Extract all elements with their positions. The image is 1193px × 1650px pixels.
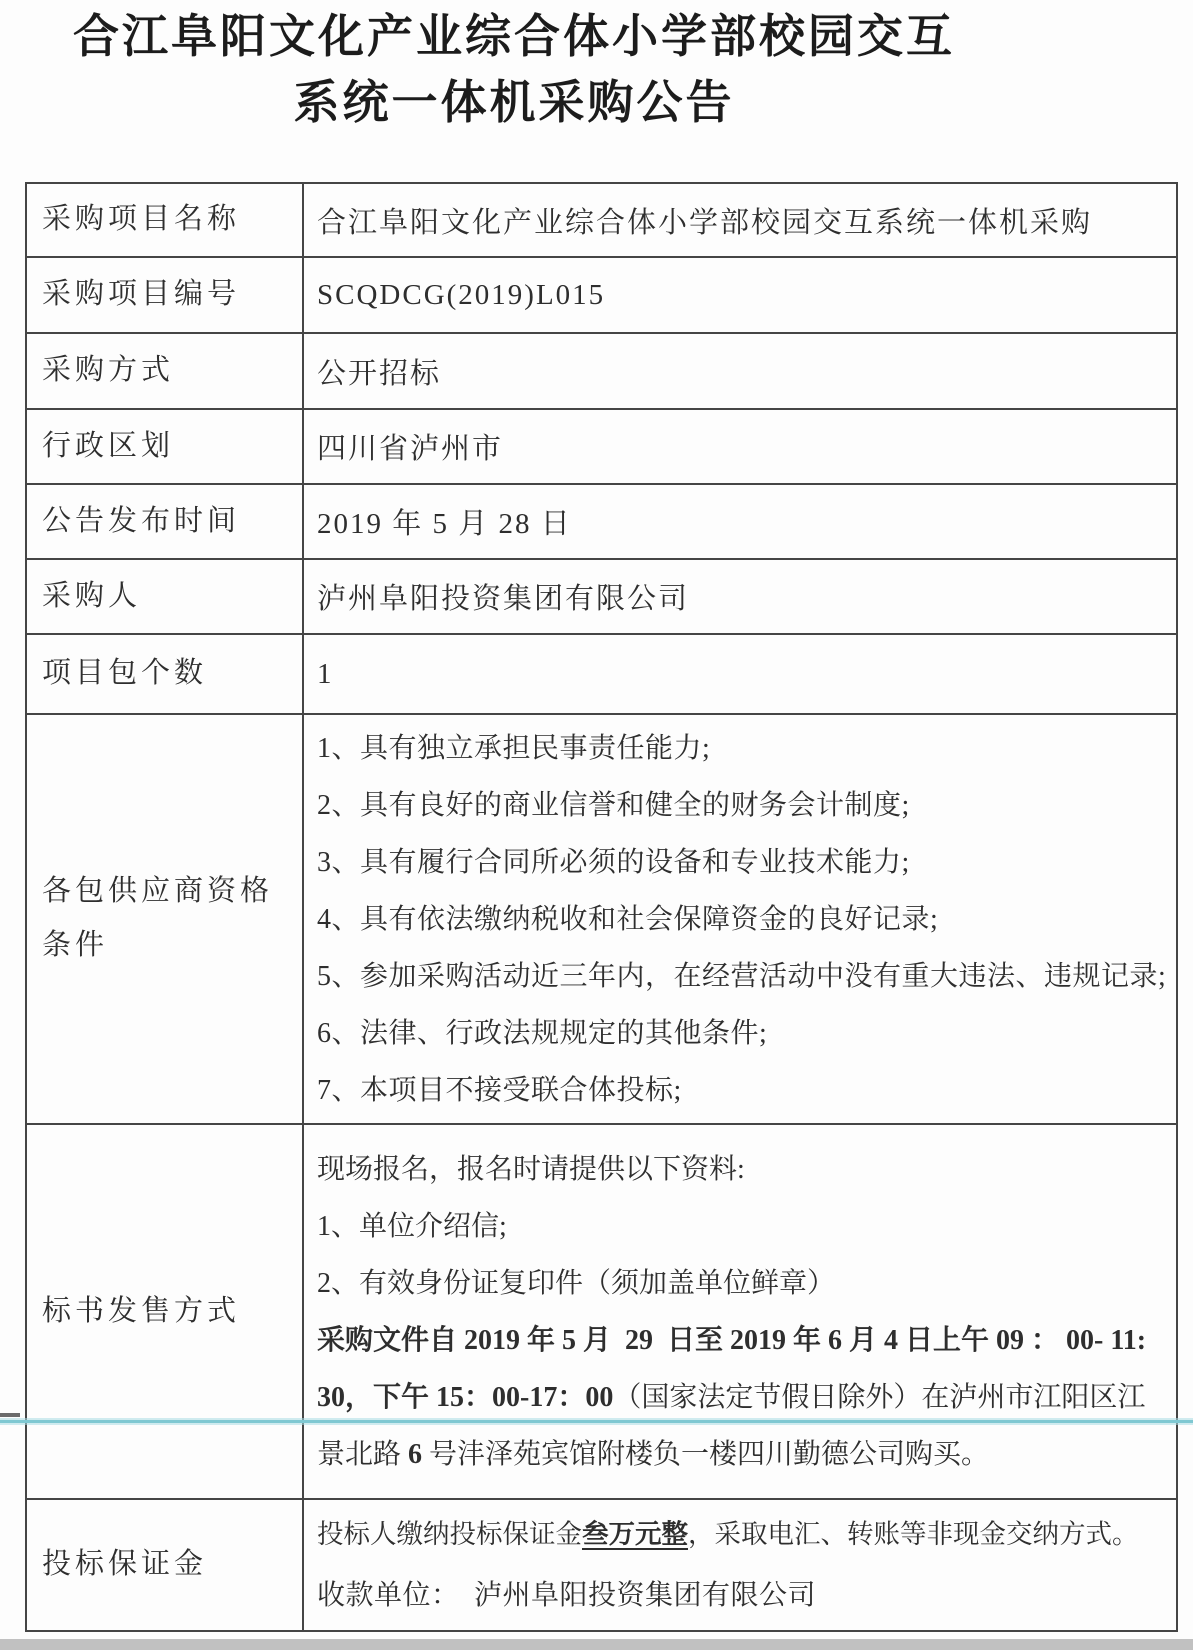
text-line	[317, 1426, 1175, 1483]
page-title-line1: 合江阜阳文化产业综合体小学部校园交互	[73, 11, 955, 62]
row-label: 行政区划	[26, 409, 303, 484]
row-label: 公告发布时间	[26, 484, 303, 559]
text-line	[317, 720, 1175, 777]
row-value	[303, 1499, 1177, 1631]
text-line	[317, 1255, 1175, 1312]
row-label: 标书发售方式	[26, 1124, 303, 1499]
page-title-line2: 系统一体机采购公告	[293, 77, 735, 128]
text-segment: （国家法定节假日除外）在泸州市江阳区江	[613, 1381, 1146, 1413]
table-row	[26, 1499, 1177, 1631]
text-line	[317, 1565, 1175, 1627]
text-line	[317, 777, 1175, 834]
row-value: 泸州阜阳投资集团有限公司	[303, 559, 1177, 634]
procurement-announcement-table	[25, 182, 1178, 1632]
text-line	[317, 834, 1175, 891]
row-value: 四川省泸州市	[303, 409, 1177, 484]
row-value: SCQDCG(2019)L015	[303, 257, 1177, 333]
text-line	[317, 1062, 1175, 1119]
text-segment: 6、法律、行政法规规定的其他条件;	[317, 1017, 768, 1049]
table-row	[26, 1124, 1177, 1499]
text-segment: 景北路	[317, 1438, 409, 1470]
row-value	[303, 714, 1177, 1124]
table-row	[26, 634, 1177, 714]
row-value: 公开招标	[303, 333, 1177, 409]
text-segment: 3、具有履行合同所必须的设备和专业技术能力;	[317, 846, 910, 878]
table-row	[26, 183, 1177, 257]
text-line	[317, 1369, 1175, 1426]
text-line	[317, 1005, 1175, 1062]
text-segment: 30，下午 15：00-17：00	[317, 1381, 614, 1413]
text-segment: 现场报名，报名时请提供以下资料:	[317, 1153, 745, 1185]
table-row	[26, 257, 1177, 333]
text-segment: 1、单位介绍信;	[317, 1210, 507, 1242]
row-label: 各包供应商资格条件	[26, 714, 303, 1124]
row-value: 1	[303, 634, 1177, 714]
text-segment: 2、具有良好的商业信誉和健全的财务会计制度;	[317, 789, 910, 821]
row-label: 项目包个数	[26, 634, 303, 714]
text-line	[317, 891, 1175, 948]
text-segment: 5、参加采购活动近三年内，在经营活动中没有重大违法、违规记录;	[317, 960, 1167, 992]
text-segment: 1、具有独立承担民事责任能力;	[317, 732, 711, 764]
text-segment: 7、本项目不接受联合体投标;	[317, 1074, 682, 1106]
text-segment: ，采取电汇、转账等非现金交纳方式。	[688, 1519, 1139, 1549]
text-segment: 2、有效身份证复印件（须加盖单位鲜章）	[317, 1267, 836, 1299]
text-line	[317, 1198, 1175, 1255]
row-value: 合江阜阳文化产业综合体小学部校园交互系统一体机采购	[303, 183, 1177, 257]
text-segment: 6	[408, 1438, 423, 1470]
text-segment: 投标人缴纳投标保证金	[317, 1519, 582, 1549]
scan-artifact-highlight-line	[0, 1420, 1193, 1423]
table-row	[26, 559, 1177, 634]
row-label: 采购项目名称	[26, 183, 303, 257]
table-row	[26, 409, 1177, 484]
row-label: 投标保证金	[26, 1499, 303, 1631]
text-segment: 采购文件自 2019 年 5 月 29 日至 2019 年 6 月 4 日上午 09 ： 00- 11:	[317, 1324, 1147, 1356]
text-segment: 4、具有依法缴纳税收和社会保障资金的良好记录;	[317, 903, 939, 935]
text-line	[317, 1503, 1175, 1565]
row-value	[303, 1124, 1177, 1499]
text-line	[317, 1141, 1175, 1198]
table-row	[26, 333, 1177, 409]
scan-artifact-bottom-strip	[0, 1639, 1193, 1650]
text-segment: 叁万元整	[582, 1519, 688, 1549]
table-body	[26, 183, 1177, 1631]
table-row	[26, 484, 1177, 559]
text-line	[317, 948, 1175, 1005]
text-segment: 号沣泽苑宾馆附楼负一楼四川勤德公司购买。	[422, 1438, 990, 1470]
text-segment: 收款单位： 泸州阜阳投资集团有限公司	[317, 1580, 817, 1611]
page-title	[0, 4, 1028, 136]
row-value: 2019 年 5 月 28 日	[303, 484, 1177, 559]
table-row	[26, 714, 1177, 1124]
row-label: 采购项目编号	[26, 257, 303, 333]
text-line	[317, 1312, 1175, 1369]
scan-artifact-dash	[0, 1413, 20, 1417]
row-label: 采购人	[26, 559, 303, 634]
row-label: 采购方式	[26, 333, 303, 409]
